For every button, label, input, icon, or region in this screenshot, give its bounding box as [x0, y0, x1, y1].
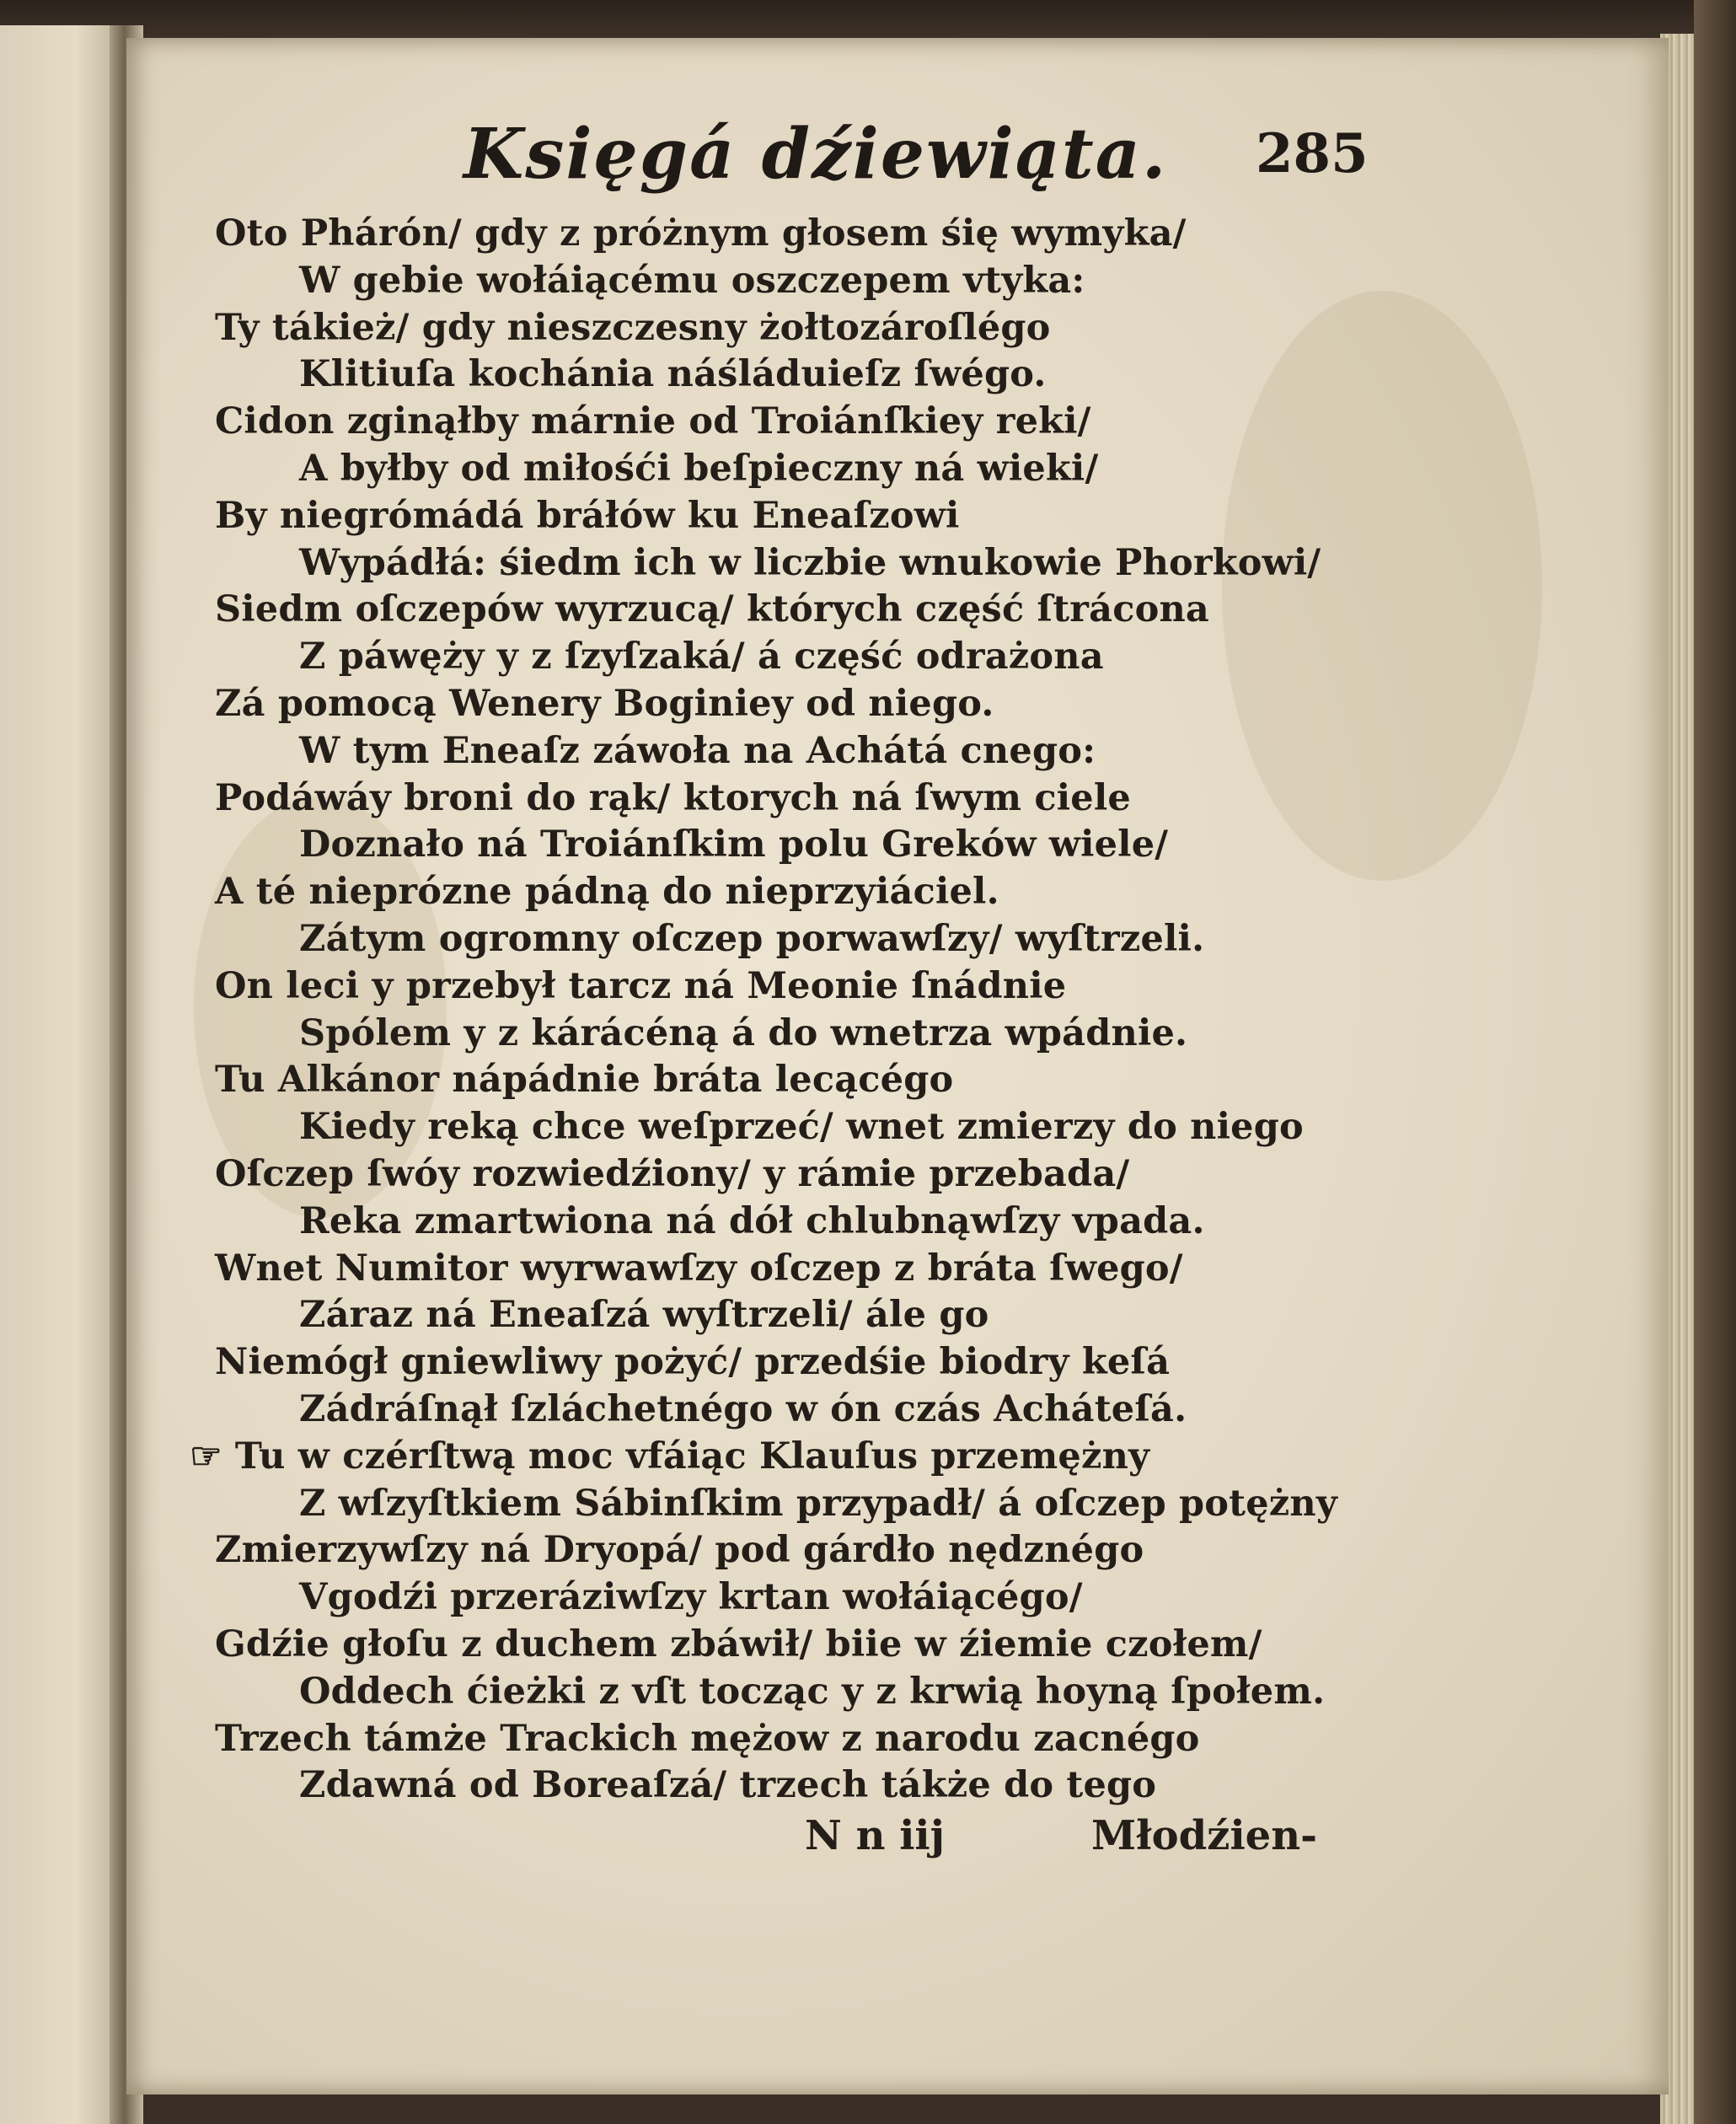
verse-line: Podáwáy broni do rąk/ ktorych ná ſwym ciele: [215, 776, 1131, 819]
verse-line: Z páwęży y z ſzyſzaká/ á część odrażona: [299, 636, 1104, 678]
verse-line: Zá pomocą Wenery Boginiey od niego.: [215, 682, 994, 725]
verse-line: Klitiuſa kochánia náśláduieſz ſwégo.: [299, 353, 1047, 396]
signature-mark: N n iij: [805, 1812, 946, 1859]
verse-line: Trzech támże Trackich mężow z narodu zacnégo: [215, 1717, 1200, 1760]
verse-line: Oſczep ſwóy rozwiedźiony/ y rámie przebada/: [215, 1152, 1130, 1195]
page-footer: [805, 1812, 1395, 1863]
verse-line: Reka zmartwiona ná dół chlubnąwſzy vpada.: [299, 1199, 1205, 1242]
verse-line: Gdźie głoſu z duchem zbáwił/ biie w źiemie czołem/: [215, 1622, 1262, 1665]
verse-line: A byłby od miłośći beſpieczny ná wieki/: [299, 447, 1099, 490]
verse-line: Ty tákież/ gdy nieszczesny żołtozároſlégo: [215, 306, 1051, 349]
verse-line: Zdawná od Boreaſzá/ trzech tákże do tego: [299, 1764, 1157, 1807]
catchword: Młodźien-: [1091, 1812, 1318, 1859]
verse-line: Wypádłá: śiedm ich w liczbie wnukowie Phorkowi/: [299, 541, 1321, 584]
verse-line: Wnet Numitor wyrwawſzy oſczep z bráta ſwego/: [215, 1247, 1183, 1290]
verse-line: Siedm oſczepów wyrzucą/ których część ſtrácona: [215, 588, 1209, 631]
verse-line: Zmierzywſzy ná Dryopá/ pod gárdło nędznégo: [215, 1529, 1144, 1572]
verse-line: Doznało ná Troiánſkim polu Greków wiele/: [299, 823, 1169, 866]
verse-line: Z wſzyſtkiem Sábinſkim przypadł/ á oſczep potężny: [299, 1482, 1338, 1525]
running-title: Księgá dźiewiąta.: [463, 114, 1168, 195]
page-header: [463, 114, 1390, 215]
verse-line: Kiedy reką chce weſprzeć/ wnet zmierzy do niego: [299, 1106, 1304, 1149]
verse-line: W tym Eneaſz záwoła na Achátá cnego:: [299, 729, 1096, 772]
verse-line: Záraz ná Eneaſzá wyſtrzeli/ ále go: [299, 1294, 989, 1337]
left-page-edge: [0, 25, 126, 2124]
verse-line: W gebie wołáiącému oszczepem vtyka:: [299, 259, 1085, 302]
verse-line: A té nieprózne pádną do nieprzyiáciel.: [215, 871, 999, 914]
verse-line: Cidon zginąłby márnie od Troiánſkiey reki/: [215, 400, 1091, 443]
verse-line: Zátym ogromny oſczep porwawſzy/ wyſtrzeli.: [299, 917, 1205, 960]
page-number: 285: [1256, 122, 1369, 185]
verse-block: [190, 211, 1338, 1810]
verse-line: Vgodźi przeráziwſzy krtan wołáiącégo/: [299, 1576, 1083, 1619]
background-right: [1694, 0, 1736, 2124]
verse-line: Tu Alkánor nápádnie bráta lecącégo: [215, 1059, 954, 1102]
verse-line: Oto Phárón/ gdy z próżnym głosem śię wymyka/: [215, 212, 1187, 255]
verse-line: Niemógł gniewliwy pożyć/ przedśie biodry keſá: [215, 1341, 1171, 1384]
verse-line: Zádráſnął ſzláchetnégo w ón czás Acháteſá.: [299, 1387, 1187, 1430]
verse-line: ☞ Tu w czérſtwą moc vfáiąc Klauſus przemężny: [190, 1435, 1150, 1478]
verse-line: By niegrómádá bráłów ku Eneaſzowi: [215, 494, 960, 537]
verse-line: Spólem y z kárácéną á do wnetrza wpádnie.: [299, 1011, 1188, 1054]
verse-line: Oddech ćieżki z vſt tocząc y z krwią hoyną ſpołem.: [299, 1670, 1326, 1713]
verse-line: On leci y przebył tarcz ná Meonie ſnádnie: [215, 964, 1067, 1007]
